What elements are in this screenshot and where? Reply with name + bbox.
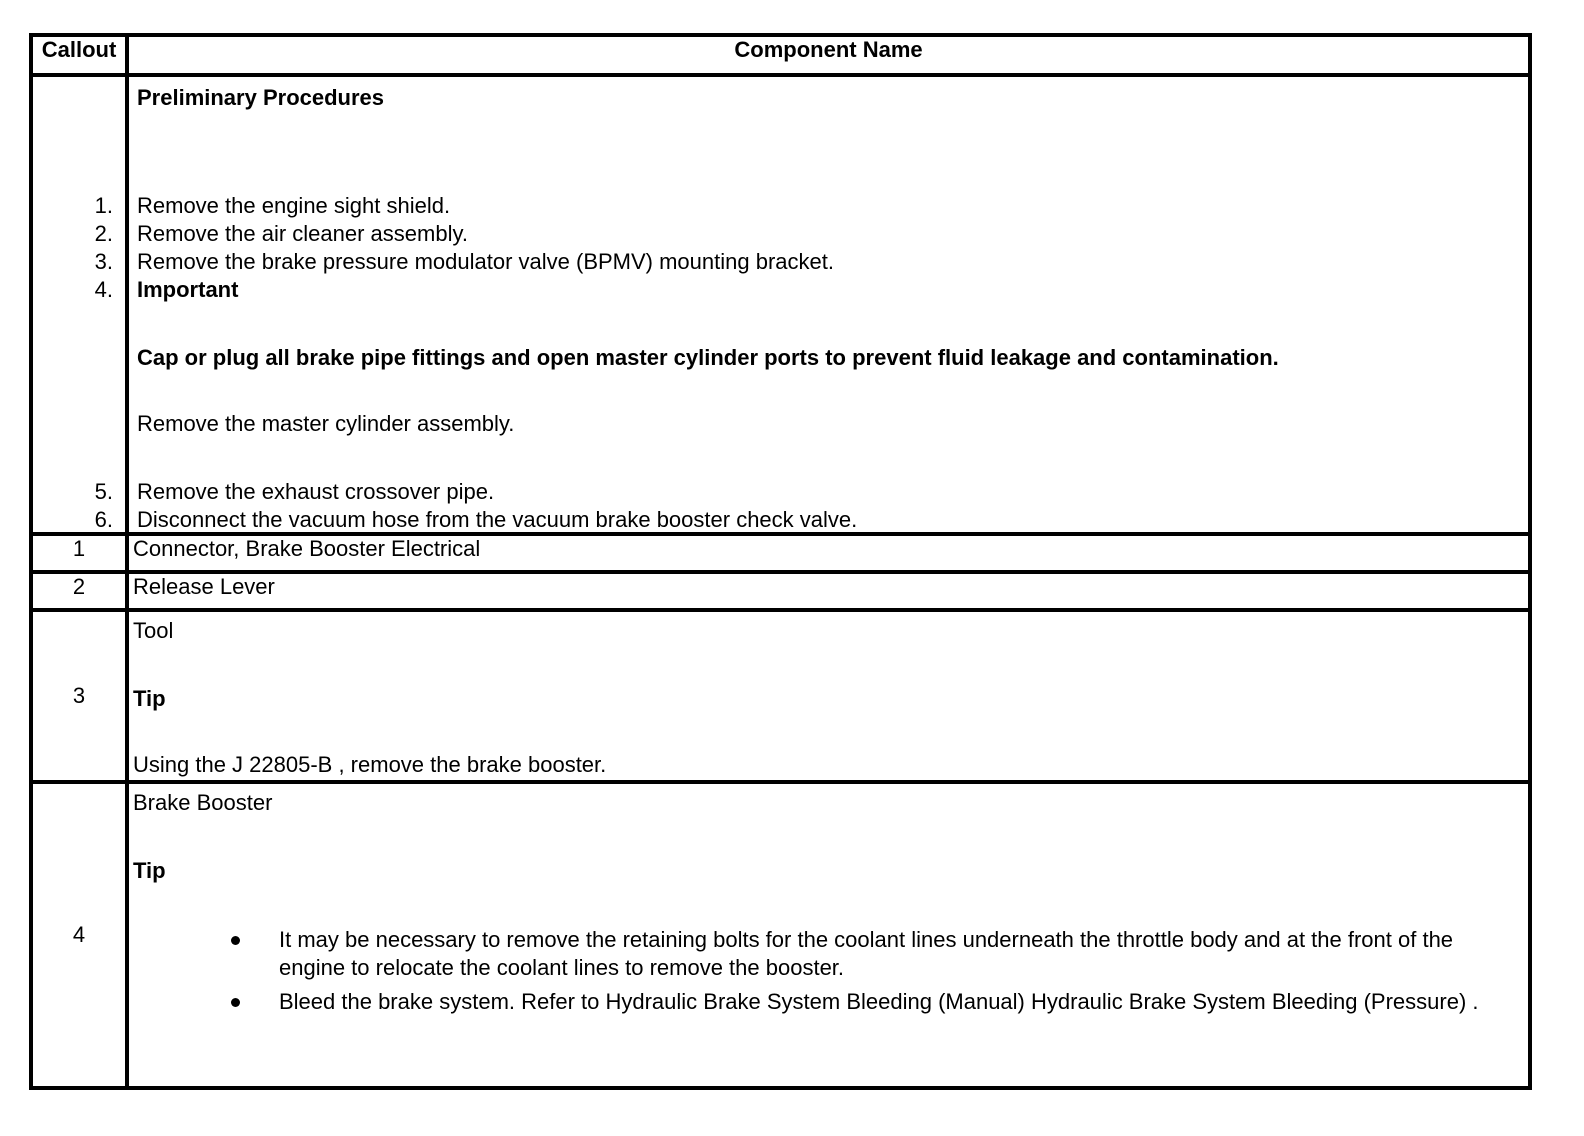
callout-3: 3 — [31, 610, 127, 782]
tip-text-3: Using the J 22805-B , remove the brake booster. — [133, 752, 607, 777]
step-5 — [94, 479, 495, 505]
preliminary-procedures-cell — [94, 75, 1530, 534]
step-1-number: 1. — [94, 193, 113, 218]
step-2-number: 2. — [94, 221, 113, 246]
component-name-4: Brake Booster — [133, 790, 273, 815]
table-header-row — [31, 35, 1530, 75]
step-3-number: 3. — [94, 249, 113, 274]
table-row-1 — [31, 534, 1530, 572]
step-4-number: 4. — [94, 277, 113, 302]
component-name-2: Release Lever — [127, 572, 1530, 610]
callout-4: 4 — [31, 782, 127, 1088]
bullet-text-1: It may be necessary to remove the retaining bolts for the coolant lines underneath the throttle body and at the front of the engine to relocate the coolant lines to remove the booster. — [279, 927, 1454, 980]
step-6-text: Disconnect the vacuum hose from the vacuum brake booster check valve. — [137, 507, 858, 532]
step-5-text: Remove the exhaust crossover pipe. — [137, 479, 495, 504]
step-3 — [94, 249, 834, 275]
bullet-icon — [231, 998, 240, 1007]
step-5-number: 5. — [94, 479, 113, 504]
tip-bullet-list — [279, 926, 1518, 1022]
tip-label-4: Tip — [133, 858, 166, 883]
component-name-3: Tool — [133, 618, 174, 643]
callout-column-header: Callout — [31, 35, 127, 75]
tip-label-3: Tip — [133, 686, 166, 711]
step-1 — [94, 193, 451, 219]
step-3-text: Remove the brake pressure modulator valve (BPMV) mounting bracket. — [137, 249, 834, 274]
component-table — [29, 33, 1532, 1090]
callout-2: 2 — [31, 572, 127, 610]
step-6-number: 6. — [94, 507, 113, 532]
bullet-text-2: Bleed the brake system. Refer to Hydraulic Brake System Bleeding (Manual) Hydraulic Brake System Bleeding (Pressure) . — [279, 989, 1479, 1014]
component-name-column-header: Component Name — [127, 35, 1530, 75]
callout-1: 1 — [31, 534, 127, 572]
component-cell-3 — [127, 610, 1530, 782]
preliminary-procedures-row — [31, 75, 1530, 534]
step-4 — [94, 277, 239, 303]
list-item — [279, 988, 1518, 1016]
step-6 — [94, 507, 858, 533]
component-name-1: Connector, Brake Booster Electrical — [127, 534, 1530, 572]
important-note: Cap or plug all brake pipe fittings and open master cylinder ports to prevent fluid leakage and contamination. — [137, 345, 1279, 370]
step-4-action: Remove the master cylinder assembly. — [137, 411, 515, 436]
step-2-text: Remove the air cleaner assembly. — [137, 221, 468, 246]
step-2 — [94, 221, 468, 247]
list-item — [279, 926, 1518, 982]
step-1-text: Remove the engine sight shield. — [137, 193, 451, 218]
table-row-2 — [31, 572, 1530, 610]
table-row-3 — [31, 610, 1530, 782]
bullet-icon — [231, 936, 240, 945]
component-cell-4 — [127, 782, 1530, 1088]
preliminary-callout-cell — [31, 75, 127, 534]
table-row-4 — [31, 782, 1530, 1088]
preliminary-title: Preliminary Procedures — [137, 85, 385, 110]
step-4-text: Important — [137, 277, 239, 302]
